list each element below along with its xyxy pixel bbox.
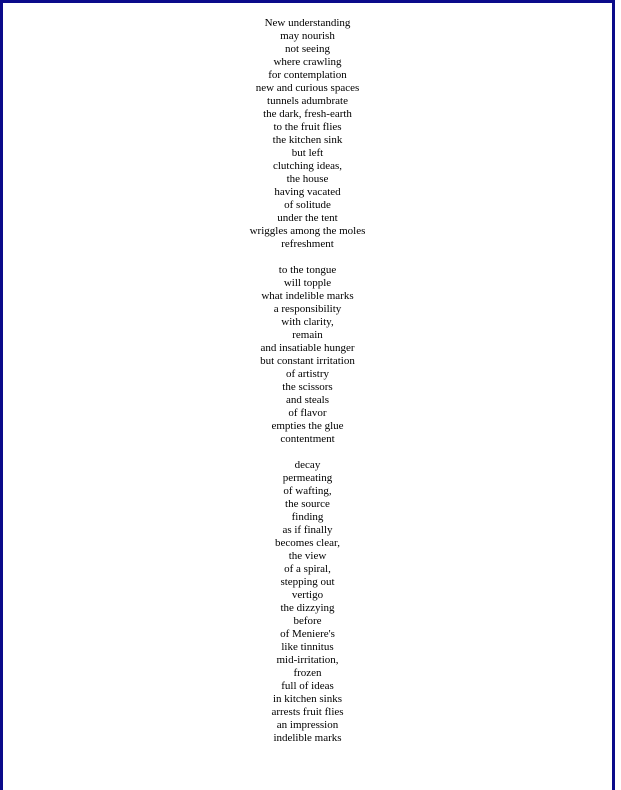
poem-line: of flavor <box>288 407 327 419</box>
poem-line: mid-irritation, <box>276 654 339 666</box>
poem-line: in kitchen sinks <box>272 693 343 705</box>
poem-line: the source <box>285 498 330 510</box>
poem-line: for contemplation <box>268 69 347 81</box>
poem-line: and steals <box>285 394 330 406</box>
poem-line: permeating <box>282 472 333 484</box>
poem-line: may nourish <box>280 30 335 42</box>
poem-body <box>3 17 612 758</box>
poem-line: arrests fruit flies <box>271 706 344 718</box>
poem-line: becomes clear, <box>275 537 340 549</box>
poem-line: the view <box>288 550 327 562</box>
poem-line: contentment <box>280 433 335 445</box>
stanza-3 <box>3 459 612 745</box>
poem-line: New understanding <box>264 17 351 29</box>
poem-line: stepping out <box>280 576 335 588</box>
poem-line: an impression <box>276 719 339 731</box>
poem-line: indelible marks <box>273 732 342 744</box>
poem-line: tunnels adumbrate <box>267 95 348 107</box>
poem-line: clutching ideas, <box>272 160 343 172</box>
poem-line: having vacated <box>274 186 341 198</box>
poem-line: of solitude <box>284 199 331 211</box>
poem-line: with clarity, <box>281 316 334 328</box>
poem-line: before <box>293 615 322 627</box>
poem-line: the scissors <box>282 381 333 393</box>
poem-line: but constant irritation <box>260 355 355 367</box>
poem-line: under the tent <box>277 212 338 224</box>
poem-line: finding <box>291 511 324 523</box>
poem-line: vertigo <box>291 589 324 601</box>
poem-line: the house <box>286 173 329 185</box>
poem-line: what indelible marks <box>261 290 354 302</box>
stanza-2 <box>3 264 612 446</box>
poem-line: remain <box>292 329 323 341</box>
poem-line: decay <box>294 459 321 471</box>
poem-line: a responsibility <box>273 303 342 315</box>
poem-line: new and curious spaces <box>255 82 360 94</box>
poem-line: of Meniere's <box>280 628 335 640</box>
poem-line: will topple <box>283 277 332 289</box>
poem-line: of artistry <box>285 368 330 380</box>
poem-line: to the fruit flies <box>273 121 342 133</box>
poem-line: not seeing <box>285 43 330 55</box>
poem-line: empties the glue <box>271 420 344 432</box>
poem-line: of wafting, <box>283 485 332 497</box>
poem-line: frozen <box>293 667 322 679</box>
stanza-1 <box>3 17 612 251</box>
poem-line: of a spiral, <box>284 563 331 575</box>
poem-line: the kitchen sink <box>272 134 343 146</box>
poem-line: wriggles among the moles <box>249 225 366 237</box>
poem-line: the dizzying <box>280 602 335 614</box>
poem-line: full of ideas <box>281 680 334 692</box>
poem-line: like tinnitus <box>281 641 334 653</box>
poem-line: as if finally <box>282 524 333 536</box>
poem-line: to the tongue <box>278 264 337 276</box>
poem-line: and insatiable hunger <box>260 342 355 354</box>
poem-line: but left <box>291 147 324 159</box>
poem-line: where crawling <box>273 56 342 68</box>
poem-line: the dark, fresh-earth <box>263 108 352 120</box>
poem-line: refreshment <box>281 238 334 250</box>
